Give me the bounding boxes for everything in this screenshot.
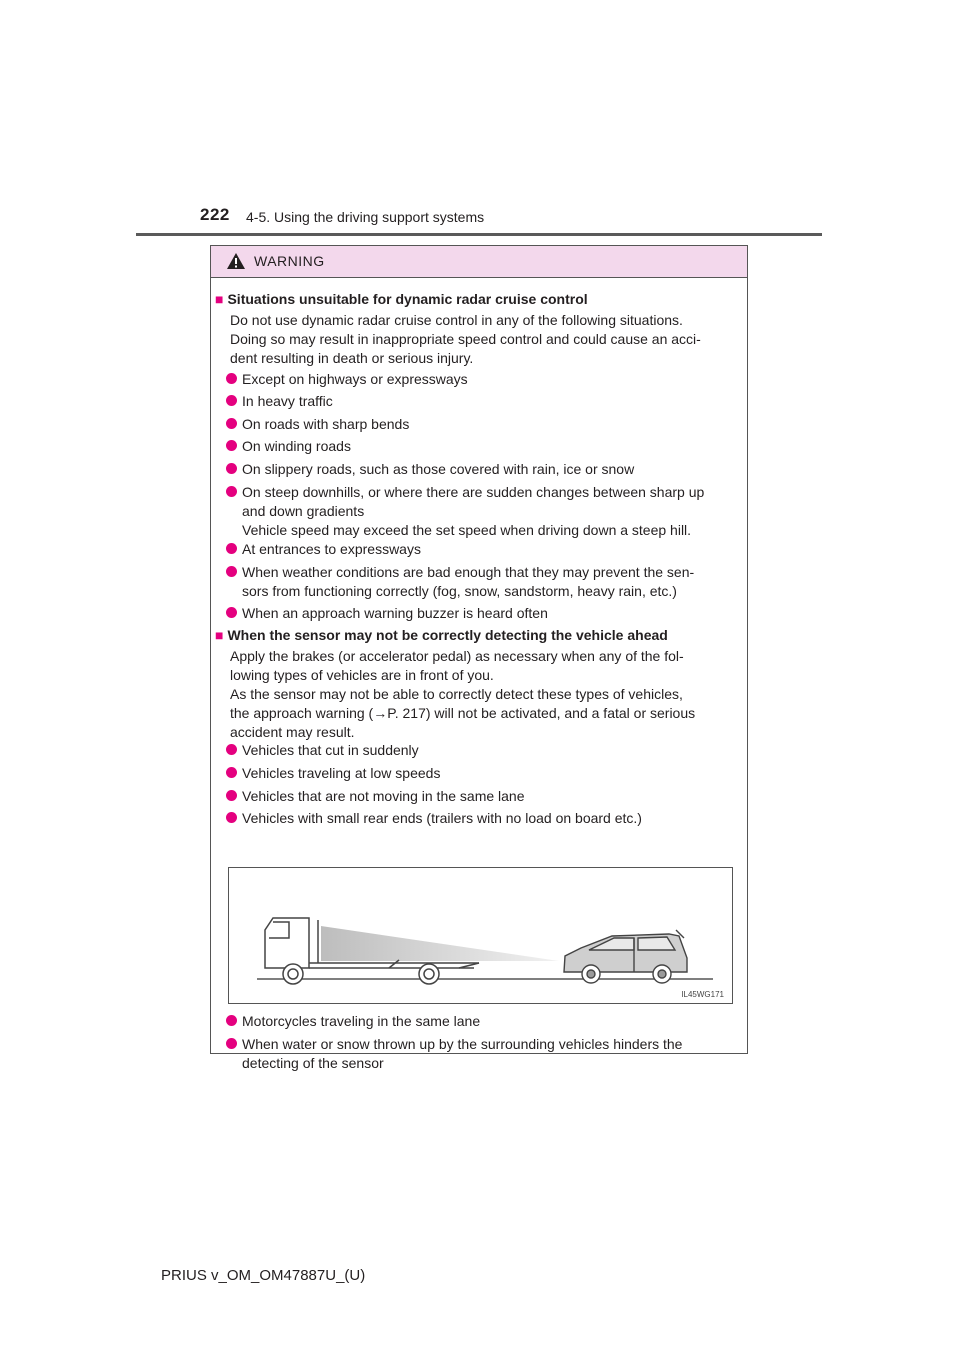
- list-item: When weather conditions are bad enough that they may prevent the sen- sors from functioning correctly (fog, snow, sandstorm, heavy rain, etc.): [226, 563, 744, 601]
- list-item: Vehicles that cut in suddenly: [226, 741, 744, 760]
- list-item: When water or snow thrown up by the surrounding vehicles hinders the detecting of the sensor: [226, 1035, 744, 1073]
- bullet-dot-icon: [226, 373, 237, 384]
- list-item: Vehicles that are not moving in the same lane: [226, 787, 744, 806]
- page-number: 222: [200, 205, 230, 224]
- bullet-dot-icon: [226, 812, 237, 823]
- warning-header: [211, 246, 747, 278]
- list-item: In heavy traffic: [226, 392, 744, 411]
- list-item: Motorcycles traveling in the same lane: [226, 1012, 744, 1031]
- bullet-dot-icon: [226, 790, 237, 801]
- list-item: At entrances to expressways: [226, 540, 744, 559]
- figure-code: IL45WG171: [681, 990, 724, 999]
- bullet-dot-icon: [226, 607, 237, 618]
- warning-triangle-icon: [226, 252, 246, 270]
- header-rule: [136, 233, 822, 236]
- bullet-dot-icon: [226, 395, 237, 406]
- bullet-dot-icon: [226, 486, 237, 497]
- list-item: On steep downhills, or where there are sudden changes between sharp up and down gradients Vehicle speed may exceed the set speed when driving down a steep hill.: [226, 483, 744, 540]
- section-title: 4-5. Using the driving support systems: [246, 209, 485, 225]
- bullet-dot-icon: [226, 440, 237, 451]
- radar-beam: [321, 926, 559, 961]
- list-item: Except on highways or expressways: [226, 370, 744, 389]
- section-intro-sensor: Apply the brakes (or accelerator pedal) as necessary when any of the fol- lowing types of vehicles are in front of you. As the sensor may not be able to correctly detect these types of vehicles, the approach warning (→P. 217) will not be activated, and a fatal or serious accident may result.: [230, 648, 696, 740]
- list-item: When an approach warning buzzer is heard often: [226, 604, 744, 623]
- warning-label: WARNING: [254, 253, 325, 269]
- warning-box: [210, 245, 748, 1071]
- section-heading-unsuitable: ■ Situations unsuitable for dynamic radar cruise control: [215, 291, 588, 307]
- section-intro-unsuitable: Do not use dynamic radar cruise control in any of the following situations. Doing so may result in inappropriate speed control and could cause an acci- dent resulting in death or serious injury.: [230, 312, 701, 366]
- footer-model-code: PRIUS v_OM_OM47887U_(U): [161, 1267, 366, 1284]
- list-item: On roads with sharp bends: [226, 415, 744, 434]
- bullet-dot-icon: [226, 463, 237, 474]
- truck-car-diagram: [229, 868, 732, 1003]
- section-heading-text: Situations unsuitable for dynamic radar cruise control: [227, 291, 588, 307]
- section-heading-text: When the sensor may not be correctly detecting the vehicle ahead: [227, 627, 668, 643]
- bullet-dot-icon: [226, 744, 237, 755]
- list-item: Vehicles traveling at low speeds: [226, 764, 744, 783]
- bullet-dot-icon: [226, 1038, 237, 1049]
- car-icon: [564, 930, 687, 983]
- bullet-dot-icon: [226, 543, 237, 554]
- list-item: Vehicles with small rear ends (trailers with no load on board etc.): [226, 809, 744, 828]
- bullet-dot-icon: [226, 418, 237, 429]
- bullet-dot-icon: [226, 1015, 237, 1026]
- bullet-dot-icon: [226, 767, 237, 778]
- list-item: On slippery roads, such as those covered with rain, ice or snow: [226, 460, 744, 479]
- illustration-truck-and-car: [228, 867, 733, 1004]
- bullet-dot-icon: [226, 566, 237, 577]
- section-heading-sensor: ■ When the sensor may not be correctly detecting the vehicle ahead: [215, 627, 668, 643]
- list-item: On winding roads: [226, 437, 744, 456]
